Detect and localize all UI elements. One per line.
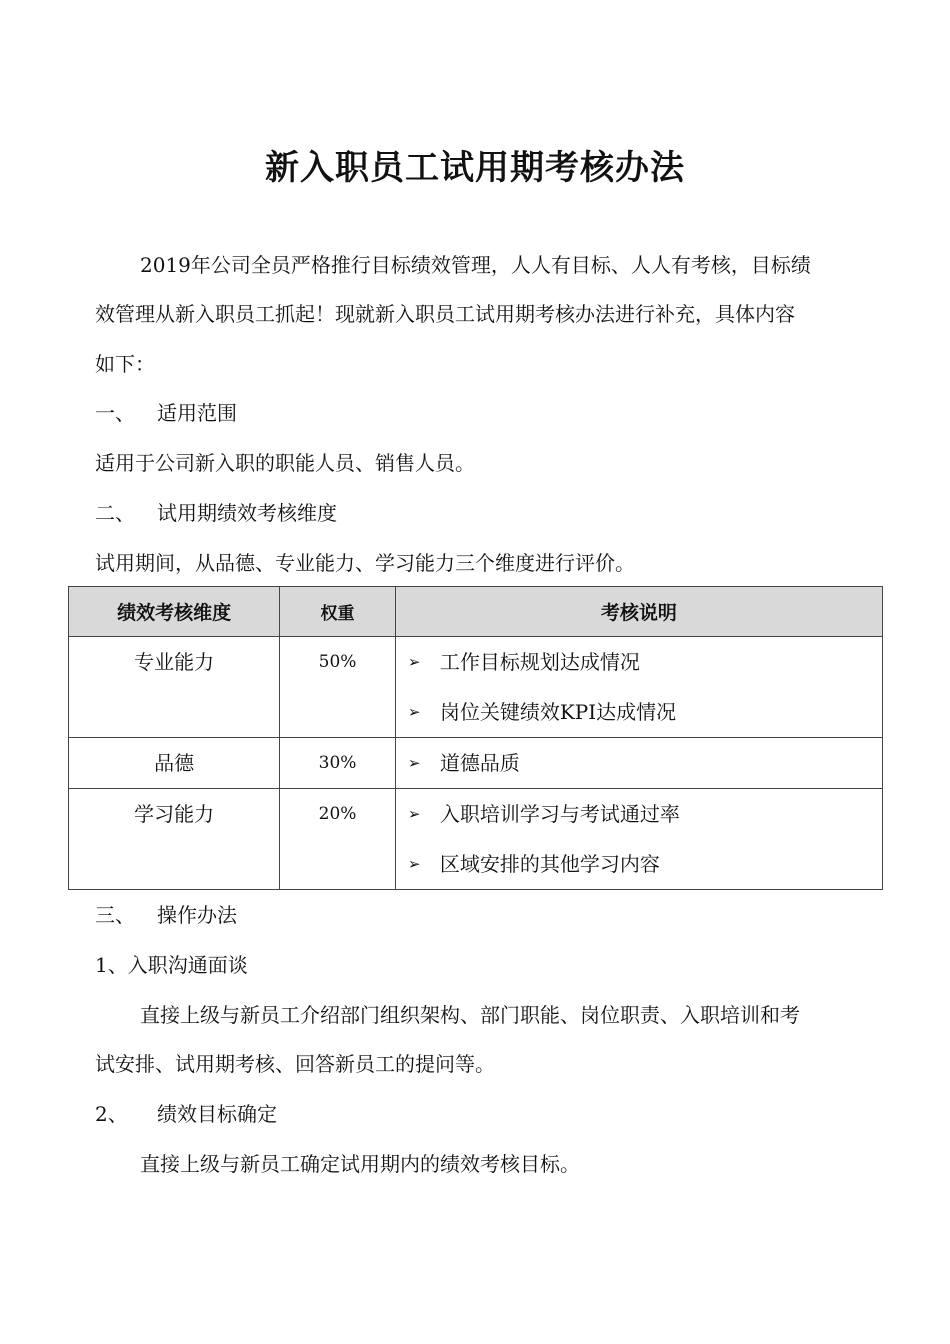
intro-line-2: 效管理从新入职员工抓起！现就新入职员工试用期考核办法进行补充，具体内容	[95, 302, 795, 326]
intro-line-1: 2019年公司全员严格推行目标绩效管理，人人有目标、人人有考核，目标绩	[140, 253, 811, 277]
arrow-bullet-icon: ➢	[407, 703, 421, 721]
row-2-item-1: 道德品质	[439, 751, 520, 775]
subsection-2-title: 绩效目标确定	[157, 1102, 277, 1126]
row-1-item-1: 工作目标规划达成情况	[439, 650, 640, 674]
row-2-description	[395, 738, 882, 789]
document-title: 新入职员工试用期考核办法	[265, 148, 685, 188]
list-item	[396, 637, 882, 687]
section-1-title: 适用范围	[157, 401, 237, 425]
row-2-weight: 30%	[280, 738, 396, 789]
header-weight: 权重	[280, 587, 396, 637]
subsection-2-body: 直接上级与新员工确定试用期内的绩效考核目标。	[140, 1152, 580, 1176]
row-1-item-2: 岗位关键绩效KPI达成情况	[439, 700, 677, 724]
subsection-2-heading	[95, 1099, 277, 1129]
section-3-number: 三、	[95, 903, 135, 927]
section-2-title: 试用期绩效考核维度	[157, 501, 337, 525]
arrow-bullet-icon: ➢	[407, 653, 421, 671]
arrow-bullet-icon: ➢	[407, 855, 421, 873]
row-2-dimension: 品德	[69, 738, 280, 789]
section-1-heading	[95, 398, 237, 428]
subsection-1-body-line-2: 试安排、试用期考核、回答新员工的提问等。	[95, 1052, 495, 1076]
section-2-number: 二、	[95, 501, 135, 525]
list-item	[396, 738, 882, 788]
row-3-description	[395, 789, 882, 890]
row-1-description	[395, 637, 882, 738]
list-item	[396, 839, 882, 889]
table-row	[69, 789, 883, 890]
section-1-number: 一、	[95, 401, 135, 425]
row-3-weight: 20%	[280, 789, 396, 890]
subsection-1-body-line-1: 直接上级与新员工介绍部门组织架构、部门职能、岗位职责、入职培训和考	[140, 1003, 800, 1027]
list-item	[396, 789, 882, 839]
arrow-bullet-icon: ➢	[407, 754, 421, 772]
header-description: 考核说明	[395, 587, 882, 637]
row-3-item-2: 区域安排的其他学习内容	[439, 852, 660, 876]
section-3-heading	[95, 900, 237, 930]
arrow-bullet-icon: ➢	[407, 805, 421, 823]
section-1-body: 适用于公司新入职的职能人员、销售人员。	[95, 451, 475, 475]
section-2-heading	[95, 498, 337, 528]
row-3-dimension: 学习能力	[69, 789, 280, 890]
subsection-2-number: 2、	[95, 1102, 128, 1126]
assessment-table	[68, 586, 883, 890]
header-dimension: 绩效考核维度	[69, 587, 280, 637]
subsection-1-title: 1、入职沟通面谈	[95, 953, 248, 977]
row-1-weight: 50%	[280, 637, 396, 738]
table-row	[69, 637, 883, 738]
row-3-item-1: 入职培训学习与考试通过率	[439, 802, 680, 826]
table-header-row	[69, 587, 883, 637]
section-2-body: 试用期间，从品德、专业能力、学习能力三个维度进行评价。	[95, 551, 635, 575]
row-1-dimension: 专业能力	[69, 637, 280, 738]
section-3-title: 操作办法	[157, 903, 237, 927]
list-item	[396, 687, 882, 737]
table-row	[69, 738, 883, 789]
intro-line-3: 如下：	[95, 352, 155, 376]
